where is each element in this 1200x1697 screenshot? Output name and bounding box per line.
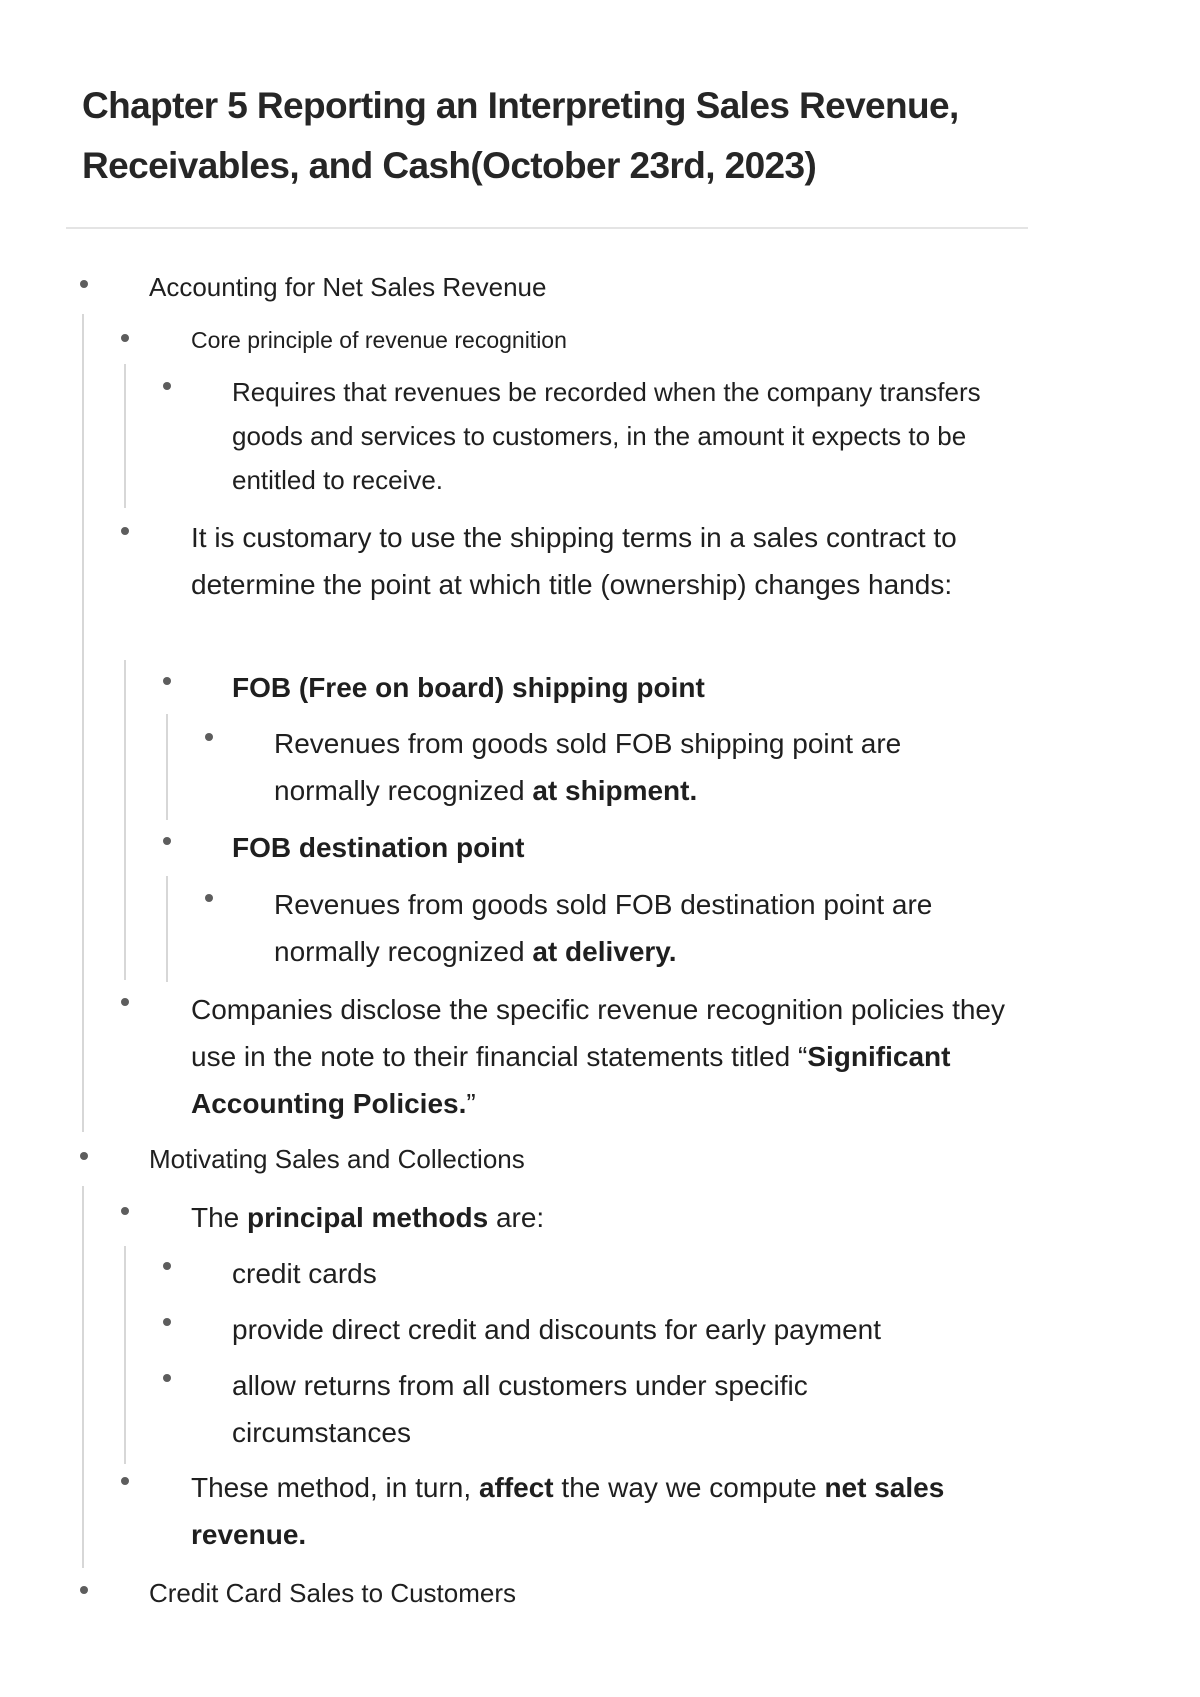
- bullet-icon: [121, 1207, 129, 1215]
- bullet-icon: [121, 527, 129, 535]
- bullet-icon: [80, 1586, 88, 1594]
- section-heading-motivating: Motivating Sales and Collections: [149, 1144, 525, 1174]
- bullet-icon: [163, 382, 171, 390]
- bullet-icon: [205, 733, 213, 741]
- disclosure-text-plain: Companies disclose the specific revenue recognition policies they use in the note to their financial statements titled “: [191, 994, 1005, 1072]
- disclosure-text-bold: Significant Accounting Policies.: [191, 1041, 951, 1119]
- effect-bold-affect: affect: [478, 1472, 554, 1503]
- effect-middle: the way we compute: [553, 1472, 825, 1503]
- bullet-icon: [121, 334, 129, 342]
- bullet-icon: [163, 677, 171, 685]
- effect-bold-net-sales: net sales revenue.: [191, 1472, 945, 1550]
- bullet-icon: [80, 1152, 88, 1160]
- fob-shipping-text: [274, 720, 1004, 814]
- section-heading-net-sales: Accounting for Net Sales Revenue: [149, 272, 547, 302]
- list-item: provide direct credit and discounts for early payment: [232, 1314, 881, 1345]
- principal-methods-before: The: [191, 1202, 248, 1233]
- outline-guide: [82, 1186, 84, 1568]
- fob-destination-label: [232, 824, 524, 871]
- subheading-core-principle: Core principle of revenue recognition: [191, 327, 567, 353]
- fob-destination-text-plain: Revenues from goods sold FOB destination point are normally recognized: [274, 889, 933, 967]
- fob-shipping-text-plain: Revenues from goods sold FOB shipping point are normally recognized: [274, 728, 902, 806]
- disclosure-text-close-quote: ”: [466, 1088, 476, 1119]
- section-heading-credit-card: Credit Card Sales to Customers: [149, 1578, 517, 1608]
- principal-methods-text: [191, 1194, 544, 1241]
- fob-destination-label-text: FOB destination point: [232, 832, 525, 863]
- outline-guide: [82, 314, 84, 1132]
- fob-destination-text-bold: at delivery.: [532, 936, 677, 967]
- bullet-icon: [163, 1262, 171, 1270]
- bullet-icon: [205, 894, 213, 902]
- bullet-icon: [163, 837, 171, 845]
- effect-before: These method, in turn,: [191, 1472, 479, 1503]
- list-item: allow returns from all customers under specific circumstances: [232, 1370, 808, 1448]
- page-title: Chapter 5 Reporting an Interpreting Sales Revenue, Receivables, and Cash(October 23rd, 2023): [82, 85, 959, 186]
- disclosure-text: [191, 986, 1041, 1127]
- bullet-icon: [80, 280, 88, 288]
- fob-shipping-label-text: FOB (Free on board) shipping point: [232, 672, 705, 703]
- bullet-icon: [163, 1318, 171, 1326]
- bullet-icon: [121, 998, 129, 1006]
- principal-methods-bold: principal methods: [247, 1202, 489, 1233]
- principal-methods-after: are:: [488, 1202, 545, 1233]
- list-item: credit cards: [232, 1258, 377, 1289]
- outline-guide: [124, 364, 126, 508]
- fob-destination-text: [274, 881, 1034, 975]
- fob-shipping-text-bold: at shipment.: [532, 775, 698, 806]
- outline-guide: [166, 876, 168, 982]
- effect-text: [191, 1464, 1041, 1558]
- title-divider: [66, 227, 1028, 229]
- core-principle-text: Requires that revenues be recorded when the company transfers goods and services to customers, in the amount it expects to be entitled to receive.: [232, 377, 981, 495]
- shipping-terms-text: It is customary to use the shipping terms in a sales contract to determine the point at which title (ownership) changes hands:: [191, 522, 957, 600]
- outline-guide: [124, 660, 126, 980]
- outline-guide: [166, 714, 168, 820]
- fob-shipping-label: [232, 664, 705, 711]
- bullet-icon: [163, 1374, 171, 1382]
- outline-guide: [124, 1246, 126, 1464]
- bullet-icon: [121, 1477, 129, 1485]
